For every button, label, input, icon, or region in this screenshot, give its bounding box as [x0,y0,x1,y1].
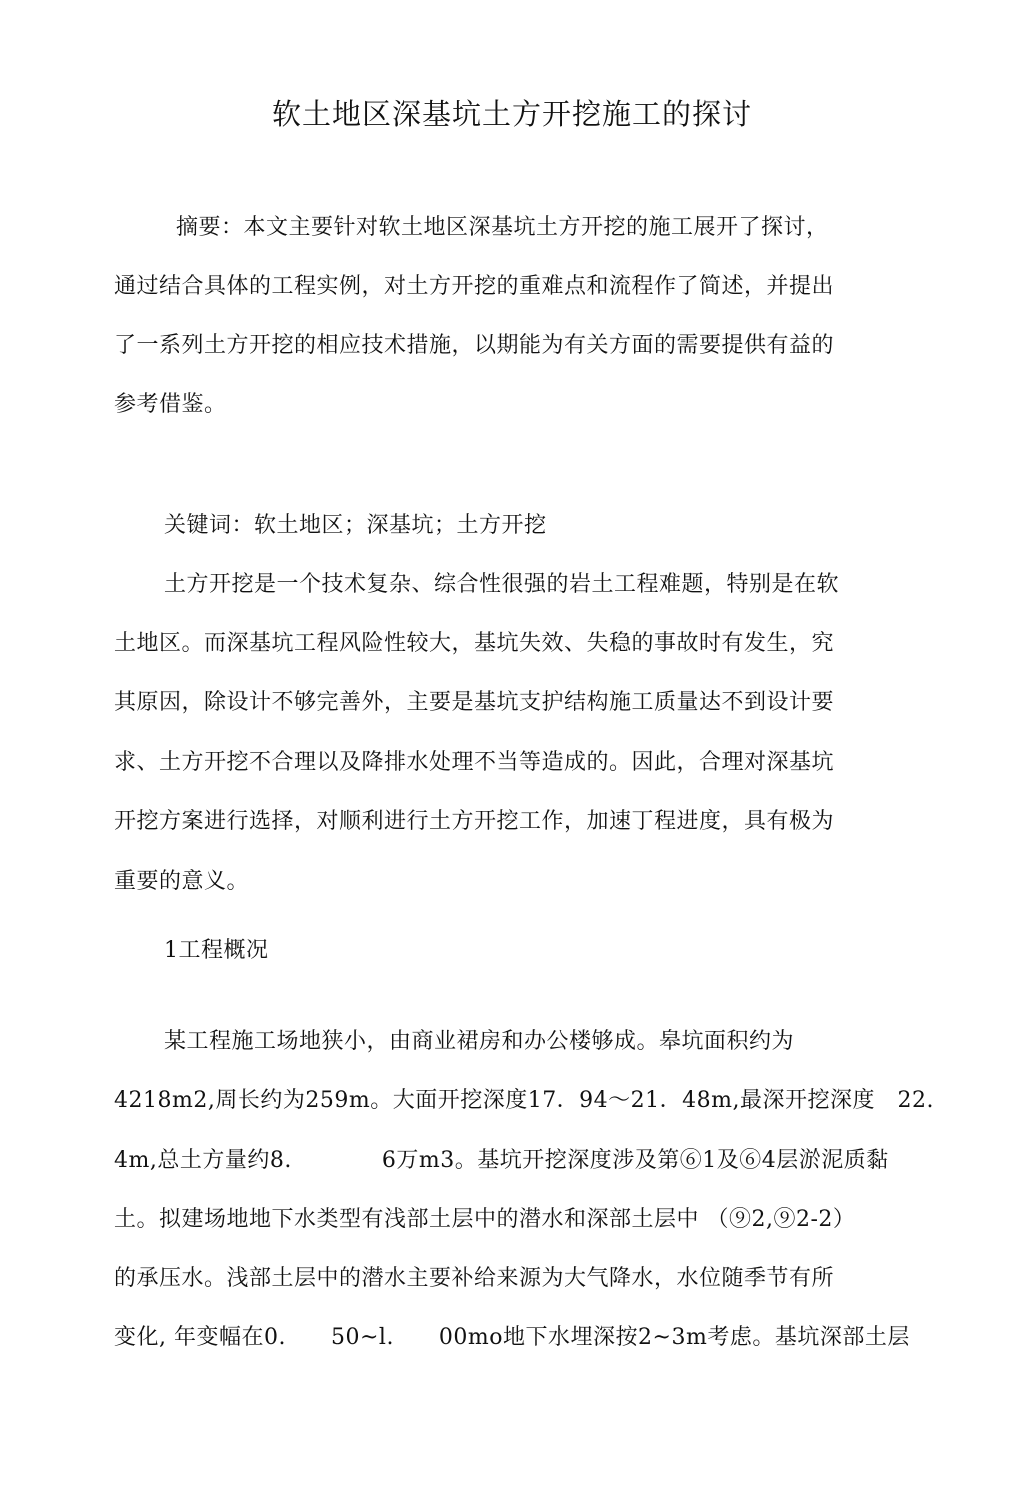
body-line-3: 其原因，除设计不够完善外，主要是基坑支护结构施工质量达不到设计要 [114,690,835,715]
overview-line-3: 4m,总土方量约8. 6万m3。基坑开挖深度涉及第⑥1及⑥4层淤泥质黏 [114,1148,889,1173]
document-title: 软土地区深基坑土方开挖施工的探讨 [271,97,752,131]
overview-line-2: 4218m2,周长约为259m。大面开挖深度17．94～21．48m,最深开挖深度 22. [114,1088,935,1113]
overview-line-5: 的承压水。浅部土层中的潜水主要补给来源为大气降水，水位随季节有所 [114,1266,835,1291]
overview-line-4: 土。拟建场地地下水类型有浅部土层中的潜水和深部土层中 （⑨2,⑨2-2） [114,1207,856,1232]
section-heading: 1工程概况 [164,938,269,963]
overview-line-6: 变化, 年变幅在0. 50~l. 00mo地下水埋深按2~3m考虑。基坑深部土层 [114,1325,910,1350]
abstract-line-1: 摘要：本文主要针对软土地区深基坑土方开挖的施工展开了探讨， [176,215,829,240]
body-line-1: 土方开挖是一个技术复杂、综合性很强的岩土工程难题，特别是在软 [164,572,840,597]
body-line-4: 求、土方开挖不合理以及降排水处理不当等造成的。因此，合理对深基坑 [114,750,835,775]
overview-line-1: 某工程施工场地狭小，由商业裙房和办公楼够成。皋坑面积约为 [164,1029,795,1054]
abstract-line-4: 参考借鉴。 [114,392,227,417]
abstract-line-2: 通过结合具体的工程实例，对土方开挖的重难点和流程作了简述，并提出 [114,274,835,299]
body-line-5: 开挖方案进行选择，对顺利进行土方开挖工作，加速丁程进度，具有极为 [114,809,835,834]
body-line-6: 重要的意义。 [114,869,250,894]
keywords-line: 关键词：软土地区；深基坑；土方开挖 [164,513,547,538]
abstract-line-3: 了一系列土方开挖的相应技术措施，以期能为有关方面的需要提供有益的 [114,333,835,358]
body-line-2: 土地区。而深基坑工程风险性较大，基坑失效、失稳的事故时有发生，究 [114,631,835,656]
